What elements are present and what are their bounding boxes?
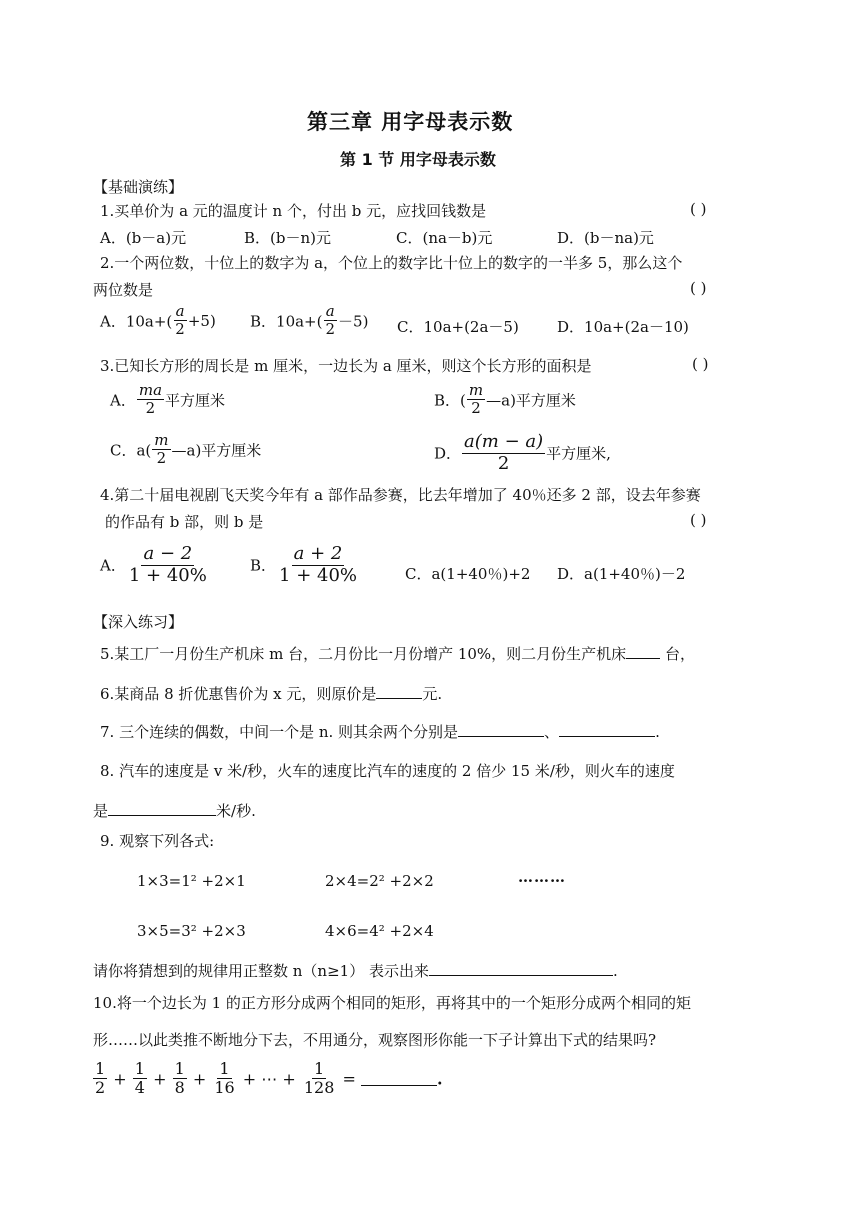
- q9-expr-4: 4×6=4² +2×4: [325, 922, 434, 940]
- q3-option-b: B．( $\frac{m}{2}$ —a)平方厘米: [434, 381, 576, 418]
- q5-answer-blank[interactable]: [626, 644, 660, 659]
- q1-answer-paren: ( ): [690, 200, 707, 218]
- q4-option-c: C．a(1+40％)+2: [405, 565, 531, 583]
- q3-answer-paren: ( ): [692, 355, 709, 373]
- q4-option-a: A． $\frac{a - 2}{1 + 40\%}$: [100, 543, 207, 586]
- q2-answer-paren: ( ): [690, 279, 707, 297]
- q4-stem-line1: 4.第二十届电视剧飞天奖今年有 a 部作品参赛，比去年增加了 40％还多 2 部，设去年参赛: [100, 486, 701, 504]
- q7-answer-blank-2[interactable]: [559, 722, 655, 737]
- q10-answer-blank[interactable]: [361, 1071, 437, 1086]
- q1-option-d: D．(b－na)元: [557, 229, 654, 247]
- q2-b-fraction: $\frac{a}{2}$: [325, 302, 336, 339]
- q4-answer-paren: ( ): [690, 511, 707, 529]
- q2-stem-line1: 2.一个两位数，十位上的数字为 a，个位上的数字比十位上的数字的一半多 5，那么这个: [100, 254, 683, 272]
- q6-text: 6.某商品 8 折优惠售价为 x 元，则原价是 元.: [100, 685, 443, 703]
- q9-stem: 9. 观察下列各式:: [100, 832, 215, 850]
- q3-a-fraction: $\frac{ma}{2}$: [138, 381, 163, 418]
- q1-option-c: C．(na－b)元: [396, 229, 493, 247]
- q4-b-fraction: $\frac{a + 2}{1 + 40\%}$: [279, 543, 358, 586]
- q7-answer-blank-1[interactable]: [458, 722, 544, 737]
- q1-stem: 1.买单价为 a 元的温度计 n 个，付出 b 元，应找回钱数是: [100, 202, 487, 220]
- section-heading-advanced: 【深入练习】: [93, 613, 184, 631]
- frac-128th: $\frac{1}{128}$: [303, 1059, 335, 1098]
- q2-a-fraction: $\frac{a}{2}$: [175, 302, 185, 339]
- q3-c-fraction: $\frac{m}{2}$: [154, 431, 169, 468]
- q9-ellipsis: ………: [518, 868, 566, 886]
- q3-d-fraction: $\frac{a(m - a)}{2}$: [464, 431, 544, 474]
- frac-quarter: $\frac{1}{4}$: [134, 1059, 145, 1098]
- q9-expr-2: 2×4=2² +2×2: [325, 872, 434, 890]
- q7-text: 7. 三个连续的偶数，中间一个是 n. 则其余两个分别是 、 .: [100, 723, 660, 741]
- frac-sixteenth: $\frac{1}{16}$: [214, 1059, 235, 1098]
- page-title: 第三章 用字母表示数: [307, 110, 514, 134]
- q3-option-a: A． $\frac{ma}{2}$ 平方厘米: [110, 381, 226, 418]
- q4-option-d: D．a(1+40％)－2: [557, 565, 686, 583]
- q5-text: 5.某工厂一月份生产机床 m 台，二月份比一月份增产 10%，则二月份生产机床 台，: [100, 645, 695, 663]
- q2-stem-line2: 两位数是: [93, 281, 154, 299]
- q4-stem-line2: 的作品有 b 部，则 b 是: [105, 513, 264, 531]
- q8-line2: 是 米/秒.: [93, 802, 256, 820]
- q10-expression: $\frac{1}{2}$ + $\frac{1}{4}$ + $\frac{1}{8}$ + $\frac{1}{16}$ + ⋯ + $\frac{1}{128}$ = .: [95, 1059, 443, 1098]
- q8-answer-blank[interactable]: [108, 801, 216, 816]
- q9-answer-blank[interactable]: [429, 961, 613, 976]
- q4-a-fraction: $\frac{a - 2}{1 + 40\%}$: [128, 543, 207, 586]
- frac-half: $\frac{1}{2}$: [95, 1059, 106, 1098]
- q10-line1: 10.将一个边长为 1 的正方形分成两个相同的矩形，再将其中的一个矩形分成两个相同的矩: [93, 994, 691, 1012]
- q3-stem: 3.已知长方形的周长是 m 厘米，一边长为 a 厘米，则这个长方形的面积是: [100, 357, 592, 375]
- q9-ask: 请你将猜想到的规律用正整数 n（n≥1） 表示出来 .: [93, 962, 618, 980]
- q3-b-fraction: $\frac{m}{2}$: [468, 381, 484, 418]
- section-subtitle: 第 1 节 用字母表示数: [340, 150, 496, 169]
- q1-option-a: A．(b－a)元: [100, 229, 187, 247]
- q2-option-a: A．10a+( $\frac{a}{2}$ +5): [100, 302, 216, 339]
- q3-option-d: D． $\frac{a(m - a)}{2}$ 平方厘米,: [434, 431, 611, 474]
- frac-eighth: $\frac{1}{8}$: [174, 1059, 185, 1098]
- q2-option-b: B．10a+( $\frac{a}{2}$ －5): [250, 302, 369, 339]
- q3-option-c: C．a( $\frac{m}{2}$ —a)平方厘米: [110, 431, 262, 468]
- section-heading-basic: 【基础演练】: [93, 178, 184, 196]
- q6-answer-blank[interactable]: [376, 684, 422, 699]
- q4-option-b: B． $\frac{a + 2}{1 + 40\%}$: [250, 543, 358, 586]
- q2-option-c: C．10a+(2a－5): [397, 318, 519, 336]
- q2-option-d: D．10a+(2a－10): [557, 318, 689, 336]
- q8-line1: 8. 汽车的速度是 v 米/秒，火车的速度比汽车的速度的 2 倍少 15 米/秒，则火车的速度: [100, 762, 675, 780]
- q10-line2: 形……以此类推不断地分下去，不用通分，观察图形你能一下子计算出下式的结果吗?: [93, 1031, 657, 1049]
- q9-expr-1: 1×3=1² +2×1: [137, 872, 246, 890]
- q9-expr-3: 3×5=3² +2×3: [137, 922, 246, 940]
- q1-option-b: B．(b－n)元: [244, 229, 331, 247]
